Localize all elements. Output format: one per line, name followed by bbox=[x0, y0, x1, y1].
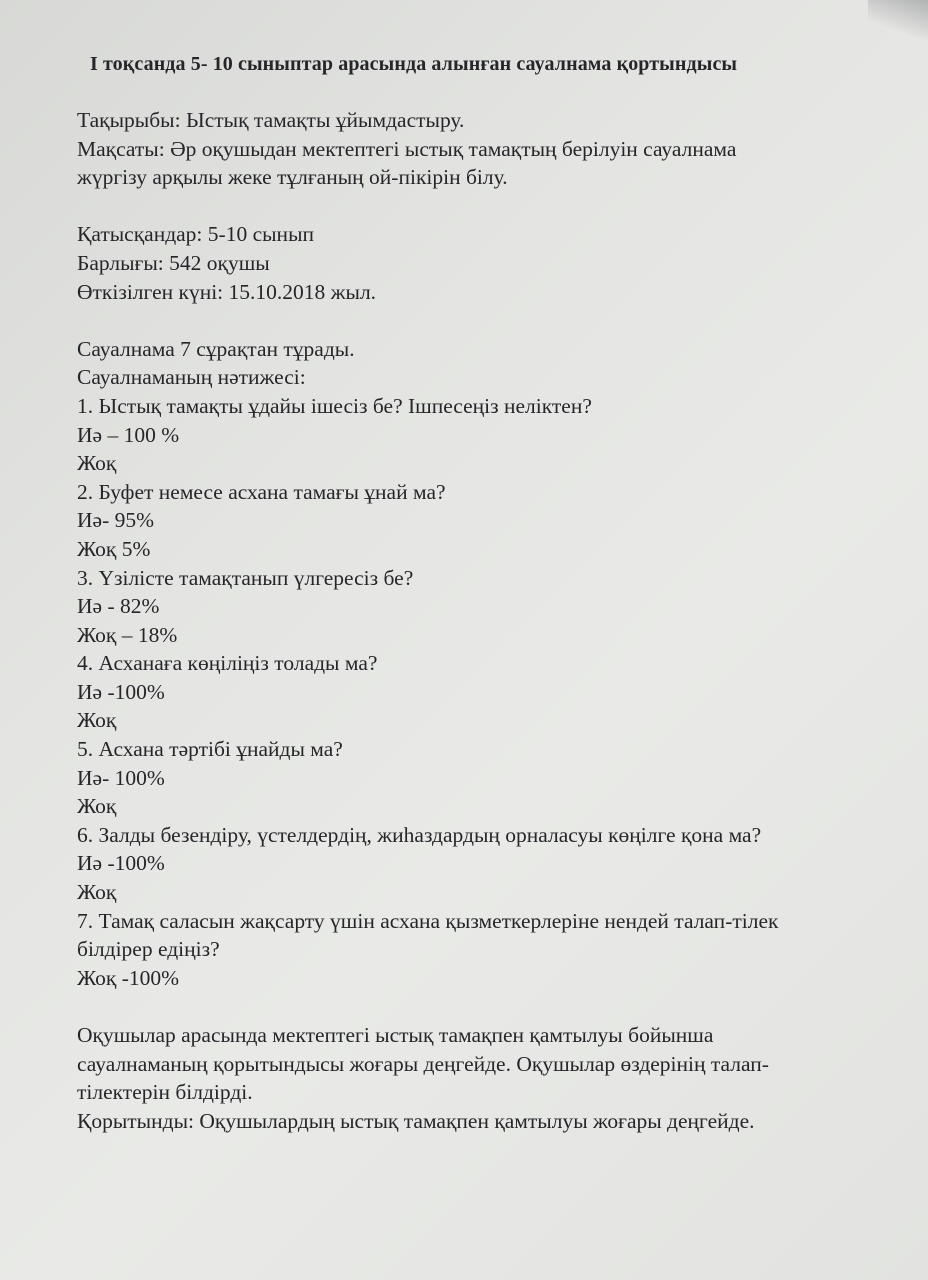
results-heading: Сауалнаманың нәтижесі: bbox=[77, 365, 306, 390]
survey-info-line: Сауалнама 7 сұрақтан тұрады. bbox=[77, 336, 355, 361]
goal-line-1: Мақсаты: Әр оқушыдан мектептегі ыстық тамақтың берілуін сауалнама bbox=[77, 136, 737, 161]
question-6: 6. Залды безендіру, үстелдердің, жиһаздардың орналасуы көңілге қона ма? bbox=[77, 822, 762, 847]
page-corner-shadow bbox=[868, 0, 928, 40]
question-5-yes: Иә- 100% bbox=[77, 765, 165, 790]
topic-line: Тақырыбы: Ыстық тамақты ұйымдастыру. bbox=[77, 108, 465, 132]
goal-line-2: жүргізу арқылы жеке тұлғаның ой-пікірін білу. bbox=[77, 165, 508, 190]
question-1-yes: Иә – 100 % bbox=[77, 422, 180, 447]
question-4-yes: Иә -100% bbox=[77, 679, 165, 704]
question-3-no: Жоқ – 18% bbox=[77, 622, 178, 647]
question-1-no: Жоқ bbox=[77, 451, 117, 476]
total-line: Барлығы: 542 оқушы bbox=[77, 250, 270, 275]
question-7-line-2: білдірер едіңіз? bbox=[77, 937, 220, 962]
question-4-no: Жоқ bbox=[77, 708, 117, 733]
spacer bbox=[77, 192, 897, 221]
spacer bbox=[77, 992, 897, 1021]
summary-line-3: тілектерін білдірді. bbox=[77, 1080, 253, 1105]
summary-line-2: сауалнаманың қорытындысы жоғары деңгейде. Оқушылар өздерінің талап- bbox=[77, 1051, 769, 1076]
document-title: І тоқсанда 5- 10 сыныптар арасында алынған сауалнама қортындысы bbox=[90, 53, 738, 75]
question-6-yes: Иә -100% bbox=[77, 851, 165, 876]
question-4: 4. Асханаға көңіліңіз толады ма? bbox=[77, 651, 378, 676]
question-1: 1. Ыстық тамақты ұдайы ішесіз бе? Ішпесеңіз неліктен? bbox=[77, 393, 592, 418]
conclusion-line: Қорытынды: Оқушылардың ыстық тамақпен қамтылуы жоғары деңгейде. bbox=[77, 1108, 755, 1133]
question-2: 2. Буфет немесе асхана тамағы ұнай ма? bbox=[77, 479, 446, 504]
summary-line-1: Оқушылар арасында мектептегі ыстық тамақпен қамтылуы бойынша bbox=[77, 1023, 714, 1047]
document-body bbox=[77, 106, 897, 1135]
date-line: Өткізілген күні: 15.10.2018 жыл. bbox=[77, 279, 377, 304]
question-2-yes: Иә- 95% bbox=[77, 508, 155, 533]
participants-line: Қатысқандар: 5-10 сынып bbox=[77, 222, 315, 247]
question-6-no: Жоқ bbox=[77, 880, 117, 905]
question-5: 5. Асхана тәртібі ұнайды ма? bbox=[77, 737, 343, 762]
question-5-no: Жоқ bbox=[77, 794, 117, 819]
question-7-no: Жоқ -100% bbox=[77, 965, 180, 990]
spacer bbox=[77, 306, 897, 335]
question-7-line-1: 7. Тамақ саласын жақсарту үшін асхана қызметкерлеріне нендей талап-тілек bbox=[77, 908, 779, 933]
question-3: 3. Үзілісте тамақтанып үлгересіз бе? bbox=[77, 565, 414, 590]
question-3-yes: Иә - 82% bbox=[77, 594, 160, 619]
question-2-no: Жоқ 5% bbox=[77, 536, 151, 561]
